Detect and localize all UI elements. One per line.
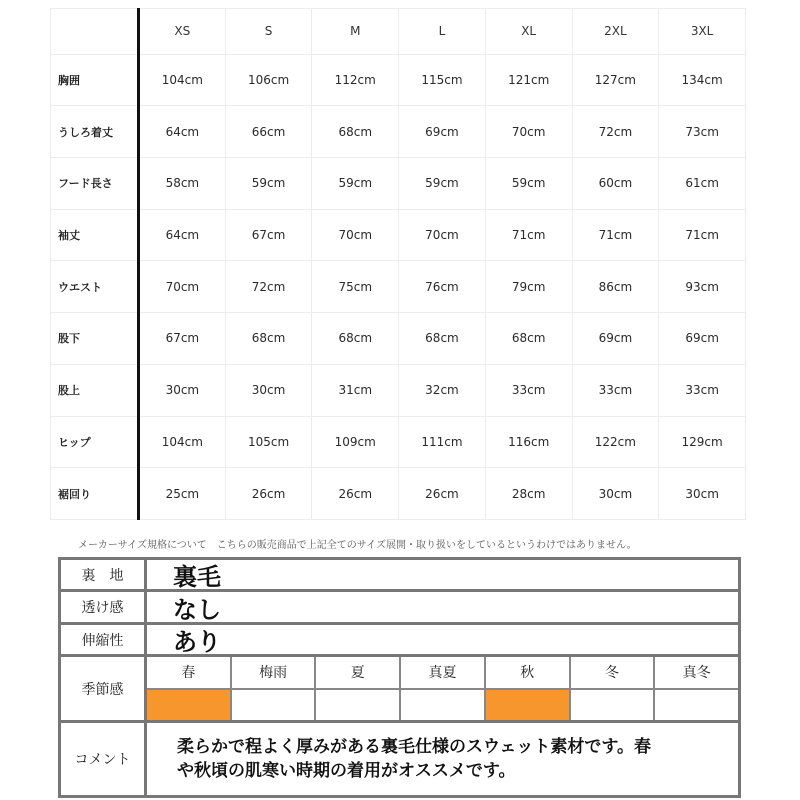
size-cell: 70cm: [312, 209, 399, 261]
season-label-row: [147, 657, 738, 690]
season-mark-row: [147, 690, 738, 721]
size-row-label: 股下: [51, 313, 139, 365]
size-row-label: ウエスト: [51, 261, 139, 313]
size-cell: 86cm: [572, 261, 659, 313]
size-row: [51, 313, 746, 365]
size-cell: 26cm: [312, 468, 399, 520]
size-cell: 64cm: [139, 106, 226, 158]
size-cell: 106cm: [225, 54, 312, 106]
size-cell: 30cm: [139, 364, 226, 416]
size-cell: 25cm: [139, 468, 226, 520]
size-cell: 111cm: [399, 416, 486, 468]
attr-label-season: 季節感: [61, 657, 147, 720]
attr-row-lining: [61, 560, 738, 592]
season-mark-empty: [232, 690, 317, 721]
size-cell: 75cm: [312, 261, 399, 313]
size-cell: 26cm: [225, 468, 312, 520]
size-cell: 116cm: [485, 416, 572, 468]
size-cell: 64cm: [139, 209, 226, 261]
size-cell: 122cm: [572, 416, 659, 468]
size-cell: 129cm: [659, 416, 746, 468]
size-cell: 104cm: [139, 416, 226, 468]
size-row: [51, 261, 746, 313]
size-row: [51, 364, 746, 416]
size-cell: 68cm: [312, 313, 399, 365]
size-row: [51, 54, 746, 106]
attr-row-stretch: [61, 625, 738, 657]
season-mark-selected: [147, 690, 232, 721]
size-cell: 70cm: [485, 106, 572, 158]
size-cell: 68cm: [312, 106, 399, 158]
size-cell: 109cm: [312, 416, 399, 468]
size-cell: 30cm: [572, 468, 659, 520]
season-mark-empty: [401, 690, 486, 721]
size-cell: 70cm: [399, 209, 486, 261]
size-cell: 31cm: [312, 364, 399, 416]
size-cell: 79cm: [485, 261, 572, 313]
size-cell: 26cm: [399, 468, 486, 520]
size-cell: 68cm: [485, 313, 572, 365]
season-label: 真冬: [682, 665, 711, 682]
size-cell: 69cm: [659, 313, 746, 365]
size-cell: 71cm: [572, 209, 659, 261]
season-label: 冬: [571, 657, 656, 688]
size-cell: 30cm: [659, 468, 746, 520]
size-cell: 105cm: [225, 416, 312, 468]
size-chart-table: [50, 8, 746, 520]
size-cell: 121cm: [485, 54, 572, 106]
season-mark-selected: [486, 690, 571, 721]
size-cell: 71cm: [659, 209, 746, 261]
size-cell: 30cm: [225, 364, 312, 416]
size-cell: 71cm: [485, 209, 572, 261]
size-cell: 66cm: [225, 106, 312, 158]
size-cell: 67cm: [225, 209, 312, 261]
attr-row-season: [61, 657, 738, 723]
size-cell: 58cm: [139, 158, 226, 210]
attr-value-comment: [147, 723, 738, 795]
size-disclaimer-note: メーカーサイズ規格について こちらの販売商品で上記全てのサイズ展開・取り扱いをしているというわけではありません。: [78, 540, 637, 551]
size-header-xs: XS: [139, 9, 226, 55]
size-row: [51, 468, 746, 520]
size-cell: 32cm: [399, 364, 486, 416]
size-cell: 68cm: [399, 313, 486, 365]
size-header-s: S: [225, 9, 312, 55]
size-header-2xl: 2XL: [572, 9, 659, 55]
size-cell: 73cm: [659, 106, 746, 158]
product-attributes-table: [58, 557, 741, 798]
comment-line-1: 柔らかで程よく厚みがある裏毛仕様のスウェット素材です。春: [177, 737, 651, 757]
attr-value-sheer: なし: [173, 595, 221, 624]
season-mark-empty: [571, 690, 656, 721]
size-cell: 112cm: [312, 54, 399, 106]
size-cell: 69cm: [572, 313, 659, 365]
size-cell: 76cm: [399, 261, 486, 313]
size-cell: 72cm: [225, 261, 312, 313]
size-row: [51, 106, 746, 158]
size-row-label: 裾回り: [51, 468, 139, 520]
season-grid: [147, 657, 738, 720]
season-label: 梅雨: [232, 657, 317, 688]
size-cell: 68cm: [225, 313, 312, 365]
size-cell: 28cm: [485, 468, 572, 520]
size-cell: 60cm: [572, 158, 659, 210]
season-label: 夏: [316, 657, 401, 688]
season-label: 真夏: [401, 657, 486, 688]
size-header-row: [51, 9, 746, 55]
size-row-label: ヒップ: [51, 416, 139, 468]
attr-label-sheer: 透け感: [61, 592, 147, 622]
size-row: [51, 209, 746, 261]
size-header-xl: XL: [485, 9, 572, 55]
size-cell: 33cm: [572, 364, 659, 416]
attr-label-comment: コメント: [61, 723, 147, 795]
size-cell: 59cm: [225, 158, 312, 210]
season-mark-empty: [655, 690, 738, 721]
attr-value-lining: 裏毛: [173, 563, 221, 591]
size-row-label: フード長さ: [51, 158, 139, 210]
attr-row-sheer: [61, 592, 738, 625]
size-cell: 69cm: [399, 106, 486, 158]
size-cell: 115cm: [399, 54, 486, 106]
comment-line-2: や秋頃の肌寒い時期の着用がオススメです。: [177, 761, 516, 781]
size-cell: 72cm: [572, 106, 659, 158]
size-cell: 61cm: [659, 158, 746, 210]
season-mark-empty: [316, 690, 401, 721]
season-label: 秋: [486, 657, 571, 688]
size-cell: 33cm: [485, 364, 572, 416]
size-header-corner: [51, 9, 139, 55]
size-row: [51, 416, 746, 468]
size-row-label: 胸囲: [51, 54, 139, 106]
size-header-m: M: [312, 9, 399, 55]
size-header-l: L: [399, 9, 486, 55]
size-cell: 59cm: [485, 158, 572, 210]
size-row-label: 袖丈: [51, 209, 139, 261]
attr-label-lining: 裏 地: [61, 560, 147, 589]
size-cell: 33cm: [659, 364, 746, 416]
attr-value-stretch: あり: [173, 628, 221, 656]
size-cell: 67cm: [139, 313, 226, 365]
season-label: 春: [147, 657, 232, 688]
size-cell: 59cm: [399, 158, 486, 210]
size-row-label: うしろ着丈: [51, 106, 139, 158]
size-cell: 70cm: [139, 261, 226, 313]
attr-row-comment: [61, 723, 738, 795]
attr-label-stretch: 伸縮性: [61, 625, 147, 654]
size-header-3xl: 3XL: [659, 9, 746, 55]
size-cell: 93cm: [659, 261, 746, 313]
size-cell: 59cm: [312, 158, 399, 210]
size-row: [51, 158, 746, 210]
size-cell: 104cm: [139, 54, 226, 106]
size-cell: 127cm: [572, 54, 659, 106]
size-row-label: 股上: [51, 364, 139, 416]
size-cell: 134cm: [659, 54, 746, 106]
